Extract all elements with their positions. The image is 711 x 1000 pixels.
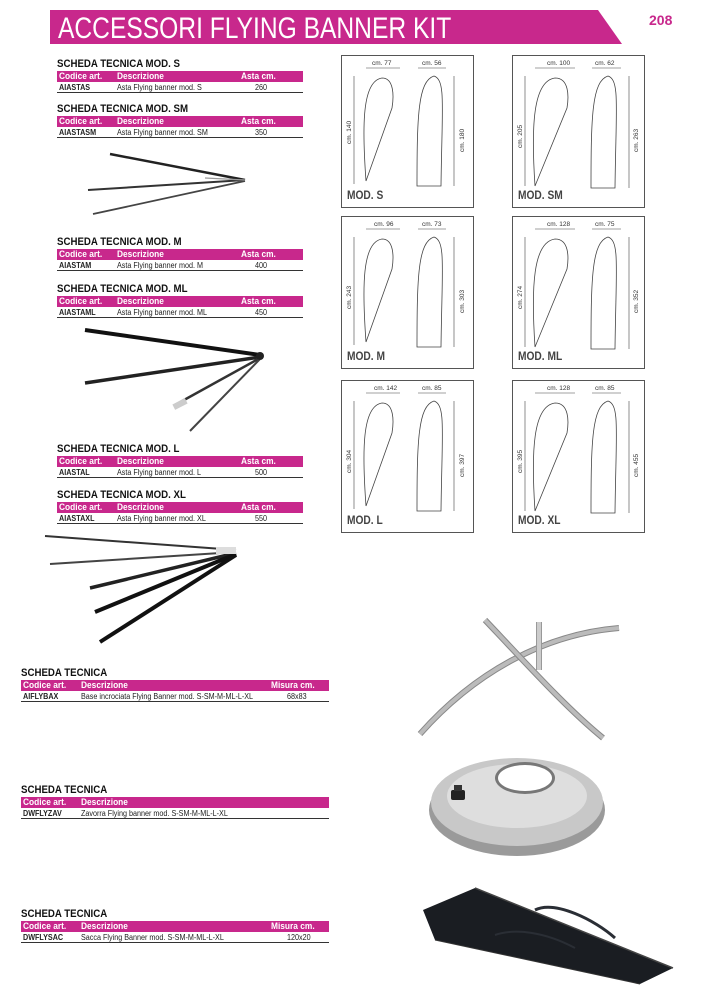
product-code: AIASTAS (59, 83, 91, 92)
spec-title: SCHEDA TECNICA MOD. S (57, 58, 180, 70)
width-label-2: cm. 62 (595, 60, 615, 67)
spec-title: SCHEDA TECNICA MOD. SM (57, 103, 189, 115)
col-code: Codice art. (23, 680, 67, 691)
spec-title: SCHEDA TECNICA MOD. ML (57, 283, 188, 295)
col-desc: Descrizione (81, 680, 128, 691)
table-row (21, 932, 329, 943)
col-desc: Descrizione (117, 116, 164, 127)
col-desc: Descrizione (81, 797, 128, 808)
col-desc: Descrizione (117, 296, 164, 307)
height-label-2: cm. 397 (459, 453, 466, 477)
col-desc: Descrizione (117, 249, 164, 260)
model-label: MOD. ML (518, 349, 563, 363)
pole-set-large-image (40, 528, 250, 648)
width-label-2: cm. 75 (595, 221, 615, 228)
height-label-2: cm. 180 (459, 128, 466, 152)
table-row (57, 307, 303, 318)
col-code: Codice art. (23, 921, 67, 932)
col-asta: Asta cm. (241, 71, 276, 82)
width-label-2: cm. 73 (422, 221, 442, 228)
product-desc: Asta Flying banner mod. M (117, 261, 204, 270)
product-desc: Zavorra Flying banner mod. S-SM-M-ML-L-XL (81, 809, 228, 818)
height-label-1: cm. 243 (346, 285, 353, 309)
spec-title: SCHEDA TECNICA MOD. M (57, 236, 182, 248)
col-code: Codice art. (59, 71, 103, 82)
spec-table-base (21, 667, 329, 702)
flag-diagram-mod-sm (512, 55, 645, 208)
height-label-1: cm. 205 (517, 124, 524, 148)
product-value: 260 (255, 83, 268, 92)
product-code: AIASTAXL (59, 514, 95, 523)
product-value: 500 (255, 468, 268, 477)
spec-table-mod-l (57, 443, 303, 478)
product-code: DWFLYSAC (23, 933, 64, 942)
product-code: AIASTAM (59, 261, 92, 270)
table-row (57, 467, 303, 478)
col-code: Codice art. (23, 797, 67, 808)
height-label-1: cm. 274 (517, 285, 524, 309)
col-asta: Asta cm. (241, 502, 276, 513)
product-value: 550 (255, 514, 268, 523)
height-label-1: cm. 140 (346, 120, 353, 144)
table-row (21, 691, 329, 702)
flag-diagram-mod-m (341, 216, 474, 369)
spec-title: SCHEDA TECNICA (21, 667, 108, 679)
pole-set-medium-image (80, 325, 270, 435)
spec-header-row (57, 71, 303, 82)
model-label: MOD. S (347, 188, 384, 202)
spec-header-row (57, 249, 303, 260)
table-row (57, 513, 303, 524)
pole-set-small-image (85, 150, 255, 220)
page-title-bar (50, 10, 622, 44)
product-desc: Asta Flying banner mod. L (117, 468, 202, 477)
width-label-2: cm. 85 (422, 385, 442, 392)
spec-title: SCHEDA TECNICA (21, 784, 108, 796)
model-label: MOD. L (347, 513, 383, 527)
col-asta: Asta cm. (241, 456, 276, 467)
product-desc: Asta Flying banner mod. S (117, 83, 202, 92)
product-desc: Asta Flying banner mod. SM (117, 128, 208, 137)
spec-title: SCHEDA TECNICA (21, 908, 108, 920)
height-label-2: cm. 455 (633, 453, 640, 477)
product-code: DWFLYZAV (23, 809, 62, 818)
col-asta: Asta cm. (241, 249, 276, 260)
flag-shapes (513, 56, 646, 209)
width-label-1: cm. 128 (547, 221, 571, 228)
spec-title: SCHEDA TECNICA MOD. L (57, 443, 180, 455)
table-row (57, 127, 303, 138)
col-desc: Descrizione (81, 921, 128, 932)
flag-diagram-mod-xl (512, 380, 645, 533)
col-code: Codice art. (59, 502, 103, 513)
width-label-1: cm. 96 (374, 221, 394, 228)
col-asta: Asta cm. (241, 296, 276, 307)
col-code: Codice art. (59, 249, 103, 260)
spec-table-ballast (21, 784, 329, 819)
page-title: ACCESSORI FLYING BANNER KIT (58, 12, 452, 45)
flag-shapes (342, 381, 475, 534)
flag-shapes (342, 217, 475, 370)
height-label-1: cm. 395 (517, 449, 524, 473)
product-value: 350 (255, 128, 268, 137)
flag-shapes (513, 217, 646, 370)
spec-table-bag (21, 908, 329, 943)
table-row (21, 808, 329, 819)
height-label-2: cm. 263 (633, 128, 640, 152)
spec-header-row (57, 116, 303, 127)
spec-header-row (21, 680, 329, 691)
product-desc: Asta Flying banner mod. ML (117, 308, 208, 317)
width-label-2: cm. 85 (595, 385, 615, 392)
flag-diagram-mod-ml (512, 216, 645, 369)
flag-diagram-mod-l (341, 380, 474, 533)
col-code: Codice art. (59, 296, 103, 307)
col-desc: Descrizione (117, 456, 164, 467)
spec-header-row (21, 921, 329, 932)
height-label-2: cm. 303 (459, 289, 466, 313)
product-desc: Sacca Flying Banner mod. S-SM-M-ML-L-XL (81, 933, 224, 942)
product-desc: Asta Flying banner mod. XL (117, 514, 206, 523)
col-misura: Misura cm. (271, 921, 315, 932)
height-label-1: cm. 304 (346, 449, 353, 473)
flag-shapes (342, 56, 475, 209)
cross-base-image (415, 612, 625, 742)
width-label-2: cm. 56 (422, 60, 442, 67)
width-label-1: cm. 77 (372, 60, 392, 67)
width-label-1: cm. 142 (374, 385, 398, 392)
page-number: 208 (649, 12, 673, 28)
model-label: MOD. M (347, 349, 385, 363)
spec-table-mod-sm (57, 103, 303, 138)
col-asta: Asta cm. (241, 116, 276, 127)
product-value: 400 (255, 261, 268, 270)
col-code: Codice art. (59, 116, 103, 127)
spec-header-row (21, 797, 329, 808)
spec-table-mod-xl (57, 489, 303, 524)
width-label-1: cm. 100 (547, 60, 571, 67)
col-desc: Descrizione (117, 71, 164, 82)
spec-header-row (57, 502, 303, 513)
product-desc: Base incrociata Flying Banner mod. S-SM-M-ML-L-XL (81, 692, 254, 701)
product-value: 68x83 (287, 692, 307, 701)
height-label-2: cm. 352 (633, 289, 640, 313)
model-label: MOD. XL (518, 513, 561, 527)
water-ballast-image (425, 728, 610, 863)
table-row (57, 260, 303, 271)
product-code: AIASTASM (59, 128, 97, 137)
model-label: MOD. SM (518, 188, 563, 202)
width-label-1: cm. 128 (547, 385, 571, 392)
product-value: 120x20 (287, 933, 311, 942)
product-code: AIFLYBAX (23, 692, 59, 701)
spec-header-row (57, 296, 303, 307)
col-misura: Misura cm. (271, 680, 315, 691)
flag-diagram-mod-s (341, 55, 474, 208)
product-code: AIASTAML (59, 308, 96, 317)
product-code: AIASTAL (59, 468, 90, 477)
spec-title: SCHEDA TECNICA MOD. XL (57, 489, 186, 501)
spec-header-row (57, 456, 303, 467)
flag-shapes (513, 381, 646, 534)
spec-table-mod-ml (57, 283, 303, 318)
spec-table-mod-m (57, 236, 303, 271)
col-code: Codice art. (59, 456, 103, 467)
carry-bag-image (415, 880, 680, 990)
product-value: 450 (255, 308, 268, 317)
spec-table-mod-s (57, 58, 303, 93)
col-desc: Descrizione (117, 502, 164, 513)
table-row (57, 82, 303, 93)
